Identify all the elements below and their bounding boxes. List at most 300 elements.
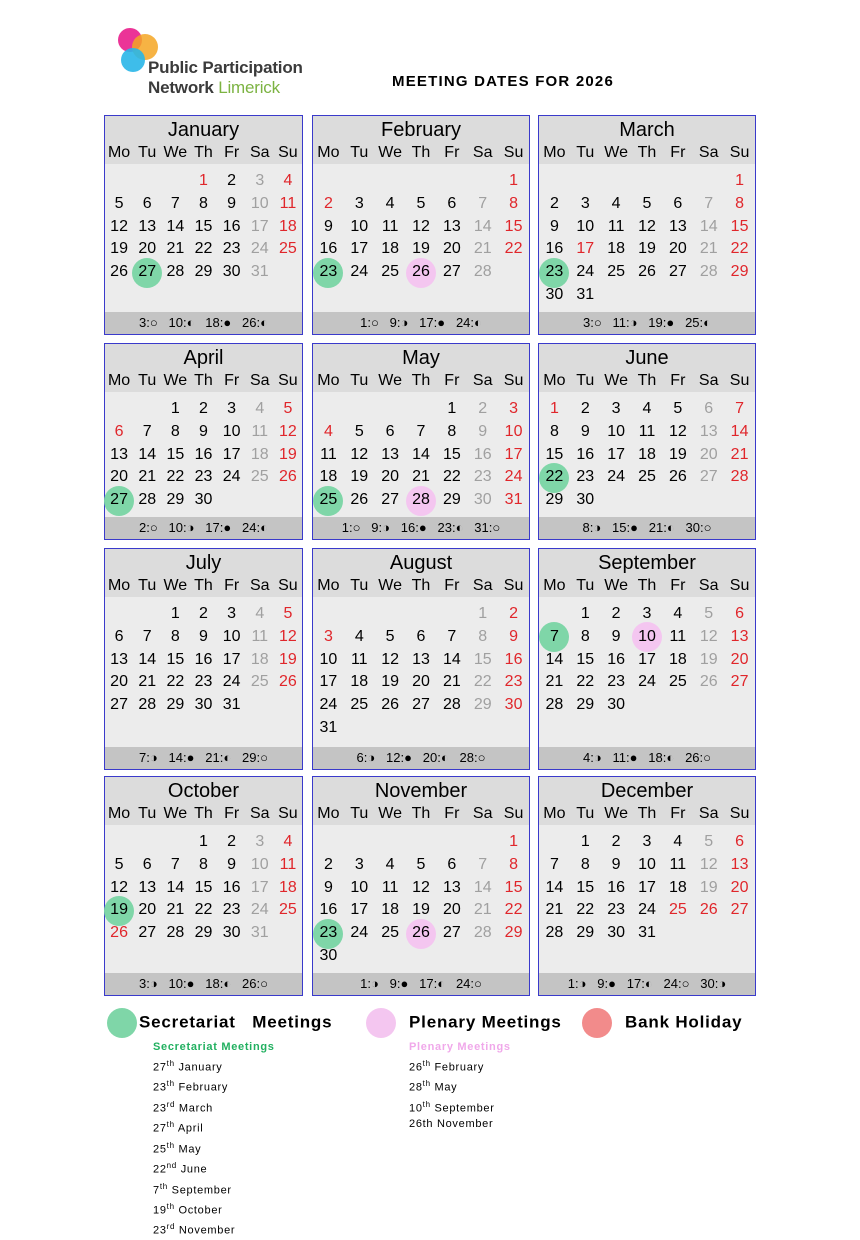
day-cell: 26 [279,673,297,691]
date-month: November [175,1225,236,1238]
day-cell: 12 [699,855,718,873]
day-cell: 28 [699,263,718,281]
day-cell: 11 [279,855,297,873]
day-cell: 7 [447,627,457,645]
day-cell: 24 [319,696,338,714]
month-may [312,343,530,540]
date-suffix: th [166,1201,175,1211]
weekday-label: We [604,577,628,594]
weekday-label: Mo [317,372,340,389]
day-cell: 7 [549,855,559,873]
meeting-date-item [153,1158,275,1178]
weekday-label: Tu [138,805,157,822]
day-cell: 26 [110,924,128,942]
day-grid [539,164,755,307]
day-cell: 28 [730,468,749,486]
meeting-date-item [153,1056,275,1076]
empty-cell [406,398,437,421]
day-cell: 20 [412,673,430,691]
day-cell: 28 [138,491,157,509]
date-number: 27 [153,1122,167,1135]
bank-holiday-dot-icon [582,1008,612,1038]
month-october [104,776,303,996]
day-cell: 17 [576,240,595,258]
day-cell: 7 [704,194,714,212]
day-cell: 7 [478,855,488,873]
day-cell: 16 [607,878,626,896]
day-cell: 13 [730,855,749,873]
day-cell: 22 [730,240,749,258]
weekday-label: Su [729,805,750,822]
day-cell: 17 [319,673,338,691]
weekday-label: We [163,144,188,161]
empty-cell [632,170,663,193]
day-grid [313,825,529,968]
weekday-label: Su [278,577,298,594]
day-cell: 8 [580,627,590,645]
day-cell: 7 [416,422,426,440]
day-cell: 4 [283,172,293,189]
moon-phases: 1:◑ 9:● 17:◐ 24:○ 30:◑ [539,973,755,995]
weekday-label: Su [729,144,750,161]
day-cell: 29 [576,924,595,942]
day-cell: 24 [576,263,595,281]
day-cell: 25 [279,240,297,258]
plenary-list-heading: Plenary Meetings [409,1041,511,1053]
weekday-label: Mo [107,805,131,822]
weekday-label: We [378,577,402,594]
day-cell: 20 [699,445,718,463]
day-cell: 10 [632,626,663,649]
day-cell: 19 [638,240,656,258]
day-cell: 11 [607,217,625,235]
day-cell: 14 [138,650,157,668]
day-cell: 15 [194,878,213,896]
weekday-label: Tu [138,577,157,594]
day-cell: 26 [350,491,369,509]
day-cell: 15 [576,878,595,896]
day-cell: 9 [478,422,488,440]
day-cell: 30 [504,696,523,714]
weekday-header [313,370,529,392]
empty-cell [133,398,161,421]
day-cell: 13 [138,878,157,896]
weekday-label: Fr [444,805,460,822]
weekday-label: Sa [698,805,719,822]
day-cell: 30 [194,696,213,714]
meeting-date-item [153,1117,275,1137]
date-month: February [174,1081,229,1094]
day-cell: 8 [478,627,488,645]
day-cell: 12 [412,217,430,235]
date-suffix: nd [166,1161,177,1171]
empty-cell [105,831,133,854]
day-cell: 25 [350,696,369,714]
day-cell: 23 [313,261,344,284]
weekday-label: Su [278,372,298,389]
day-cell: 27 [442,924,461,942]
day-cell: 11 [669,627,687,645]
day-cell: 17 [222,445,241,463]
day-cell: 9 [199,627,208,645]
day-cell: 24 [222,673,241,691]
day-cell: 10 [222,422,241,440]
day-cell: 12 [668,422,687,440]
day-cell: 10 [222,627,241,645]
weekday-label: Th [194,805,213,822]
day-cell: 19 [350,468,369,486]
day-cell: 6 [447,855,457,873]
day-cell: 11 [251,627,269,645]
day-cell: 13 [381,445,400,463]
day-cell: 22 [504,901,523,919]
weekday-label: Sa [698,372,719,389]
day-cell: 2 [611,605,621,622]
weekday-label: Th [411,144,431,161]
day-cell: 10 [350,878,369,896]
day-cell: 11 [279,194,297,212]
day-cell: 9 [323,878,333,896]
day-cell: 29 [473,696,492,714]
day-cell: 13 [442,217,461,235]
day-cell: 25 [313,489,344,512]
day-cell: 25 [668,901,687,919]
weekday-label: Su [278,144,298,161]
month-name: July [105,549,302,575]
day-cell: 10 [607,422,626,440]
weekday-label: Tu [350,805,369,822]
day-cell: 26 [699,901,718,919]
day-cell: 26 [381,696,400,714]
weekday-label: Tu [576,577,595,594]
empty-cell [539,170,570,193]
weekday-label: Mo [317,144,340,161]
day-cell: 5 [642,194,652,212]
day-cell: 11 [381,878,399,896]
date-number: 22 [153,1163,167,1176]
day-cell: 26 [110,263,128,281]
weekday-label: Sa [472,372,493,389]
meeting-date-item [153,1138,275,1158]
day-cell: 1 [170,400,180,417]
day-cell: 15 [473,650,492,668]
day-cell: 18 [279,217,297,235]
day-cell: 30 [607,924,626,942]
day-cell: 13 [138,217,157,235]
day-cell: 3 [354,855,364,873]
ppn-logo [118,28,318,98]
empty-cell [344,831,375,854]
day-cell: 7 [142,627,152,645]
day-cell: 5 [114,194,124,212]
date-number: 25 [153,1143,167,1156]
day-cell: 21 [545,901,564,919]
empty-cell [467,831,498,854]
weekday-label: Sa [698,577,719,594]
day-cell: 2 [611,833,621,850]
day-cell: 31 [222,696,241,714]
day-cell: 9 [227,855,237,873]
day-cell: 9 [509,627,519,645]
weekday-label: Mo [107,577,131,594]
legend-bank-holiday [582,1008,742,1038]
day-cell: 25 [638,468,656,486]
empty-cell [375,831,406,854]
weekday-label: Th [411,577,431,594]
day-cell: 6 [735,605,745,622]
date-month: January [174,1061,223,1074]
day-cell: 20 [138,240,157,258]
day-cell: 16 [607,650,626,668]
moon-phases: 3:◑ 10:● 18:◐ 26:○ [105,973,302,995]
day-cell: 5 [673,400,683,417]
day-cell: 27 [138,924,157,942]
secretariat-list-heading: Secretariat Meetings [153,1041,275,1053]
day-cell: 12 [279,422,297,440]
weekday-label: Su [503,577,524,594]
day-grid [539,392,755,512]
day-cell: 3 [323,627,333,645]
weekday-label: Th [637,577,657,594]
weekday-label: Fr [444,372,460,389]
day-cell: 10 [350,217,369,235]
logo-limerick: Limerick [218,78,280,97]
logo-circle-blue [121,48,145,72]
date-number: 23 [153,1225,167,1238]
day-cell: 27 [133,261,161,284]
day-cell: 21 [442,673,461,691]
date-number: 10 [409,1102,423,1115]
weekday-label: Th [637,144,657,161]
meeting-date-item [409,1097,511,1117]
day-cell: 6 [673,194,683,212]
day-cell: 1 [735,172,745,189]
day-cell: 23 [222,240,241,258]
day-cell: 2 [580,400,590,417]
weekday-header [105,803,302,825]
weekday-label: We [378,372,402,389]
empty-cell [601,170,632,193]
day-cell: 29 [194,263,213,281]
day-cell: 18 [250,650,269,668]
day-cell: 8 [735,194,745,212]
day-cell: 26 [668,468,687,486]
day-grid [313,597,529,740]
date-suffix: th [422,1058,431,1068]
day-cell: 4 [255,605,265,622]
day-cell: 23 [473,468,492,486]
day-cell: 19 [110,240,128,258]
day-cell: 16 [194,445,213,463]
empty-cell [313,603,344,626]
date-number: 23 [153,1081,167,1094]
day-cell: 13 [412,650,430,668]
weekday-header [313,142,529,164]
day-cell: 16 [222,217,241,235]
moon-phases: 2:○ 10:◑ 17:● 24:◐ [105,517,302,539]
weekday-label: Sa [472,805,493,822]
day-cell: 23 [313,922,344,945]
weekday-label: Th [411,372,431,389]
moon-phases: 3:○ 11:◑ 19:● 25:◐ [539,312,755,334]
weekday-label: Su [503,144,524,161]
day-grid [105,164,302,284]
day-grid [105,392,302,512]
meeting-date-item [153,1076,275,1096]
weekday-label: Su [278,805,298,822]
day-cell: 3 [509,400,519,417]
day-cell: 10 [319,650,338,668]
weekday-label: We [604,372,628,389]
date-suffix: rd [166,1222,176,1232]
day-cell: 12 [699,627,718,645]
month-name: October [105,777,302,803]
empty-cell [344,170,375,193]
day-cell: 6 [447,194,457,212]
empty-cell [539,831,570,854]
day-cell: 21 [545,673,564,691]
day-cell: 3 [642,833,652,850]
day-cell: 12 [110,217,128,235]
day-cell: 4 [673,833,683,850]
day-cell: 29 [166,696,185,714]
meeting-date-item [409,1117,511,1133]
day-cell: 9 [580,422,590,440]
day-cell: 28 [166,263,185,281]
day-cell: 8 [199,855,208,873]
day-cell: 30 [607,696,626,714]
weekday-label: Th [194,372,213,389]
day-cell: 10 [576,217,595,235]
weekday-label: Sa [249,372,270,389]
day-cell: 1 [170,605,180,622]
day-cell: 15 [545,445,564,463]
month-april [104,343,303,540]
weekday-label: Mo [107,372,131,389]
day-cell: 26 [699,673,718,691]
day-cell: 7 [170,194,180,212]
day-cell: 24 [250,901,269,919]
day-cell: 20 [730,878,749,896]
weekday-label: Sa [472,577,493,594]
day-cell: 16 [194,650,213,668]
day-cell: 20 [110,673,128,691]
empty-cell [344,398,375,421]
month-name: September [539,549,755,575]
day-cell: 30 [194,491,213,509]
day-cell: 3 [611,400,621,417]
day-cell: 19 [105,899,133,922]
date-month: September [167,1184,232,1197]
day-cell: 19 [668,445,687,463]
day-cell: 19 [279,445,297,463]
day-cell: 22 [576,673,595,691]
day-cell: 11 [638,422,656,440]
day-cell: 10 [250,194,269,212]
weekday-label: Fr [444,577,460,594]
weekday-label: Tu [576,144,595,161]
day-cell: 15 [442,445,461,463]
day-cell: 21 [166,240,185,258]
day-cell: 21 [473,240,492,258]
day-cell: 18 [668,878,687,896]
weekday-label: We [604,805,628,822]
day-cell: 10 [504,422,523,440]
day-cell: 27 [105,489,133,512]
day-cell: 15 [166,445,185,463]
secretariat-dates-list [153,1040,275,1240]
day-cell: 19 [699,650,718,668]
day-cell: 12 [412,878,430,896]
day-cell: 15 [576,650,595,668]
day-cell: 28 [406,489,437,512]
day-cell: 27 [730,901,749,919]
day-cell: 31 [504,491,523,509]
day-cell: 6 [114,422,124,440]
day-cell: 13 [110,445,128,463]
day-cell: 18 [607,240,626,258]
date-number: 26th [409,1118,434,1131]
day-cell: 23 [607,673,626,691]
moon-phases: 4:◑ 11:● 18:◐ 26:○ [539,747,755,769]
date-suffix: th [422,1079,431,1089]
weekday-label: Fr [670,805,686,822]
day-cell: 31 [576,285,595,303]
date-suffix: th [166,1058,175,1068]
day-cell: 2 [199,605,208,622]
day-grid [539,597,755,717]
date-suffix: th [166,1140,175,1150]
moon-phases: 1:◑ 9:● 17:◐ 24:○ [313,973,529,995]
empty-cell [344,603,375,626]
day-cell: 4 [642,400,652,417]
day-cell: 27 [730,673,749,691]
day-cell: 27 [668,263,687,281]
day-cell: 6 [385,422,395,440]
weekday-label: We [378,805,402,822]
day-cell: 17 [250,217,269,235]
day-cell: 30 [576,491,595,509]
weekday-label: Fr [224,144,240,161]
legend-plenary [366,1008,562,1038]
date-month: May [430,1081,458,1094]
empty-cell [161,170,189,193]
day-cell: 30 [319,946,338,964]
day-cell: 20 [138,901,157,919]
day-cell: 20 [442,240,461,258]
day-cell: 5 [114,855,124,873]
day-cell: 19 [699,878,718,896]
logo-line-1: Public Participation [148,58,303,77]
day-cell: 17 [607,445,626,463]
weekday-label: Mo [317,577,340,594]
day-cell: 25 [381,263,400,281]
day-cell: 24 [504,468,523,486]
day-cell: 28 [545,696,564,714]
day-cell: 8 [509,194,519,212]
empty-cell [436,603,467,626]
day-cell: 19 [412,240,430,258]
day-cell: 21 [166,901,185,919]
empty-cell [662,170,693,193]
day-cell: 2 [199,400,208,417]
weekday-label: We [163,577,188,594]
day-cell: 8 [580,855,590,873]
day-cell: 29 [442,491,461,509]
day-cell: 14 [730,422,749,440]
date-month: September [430,1102,495,1115]
day-cell: 7 [478,194,488,212]
